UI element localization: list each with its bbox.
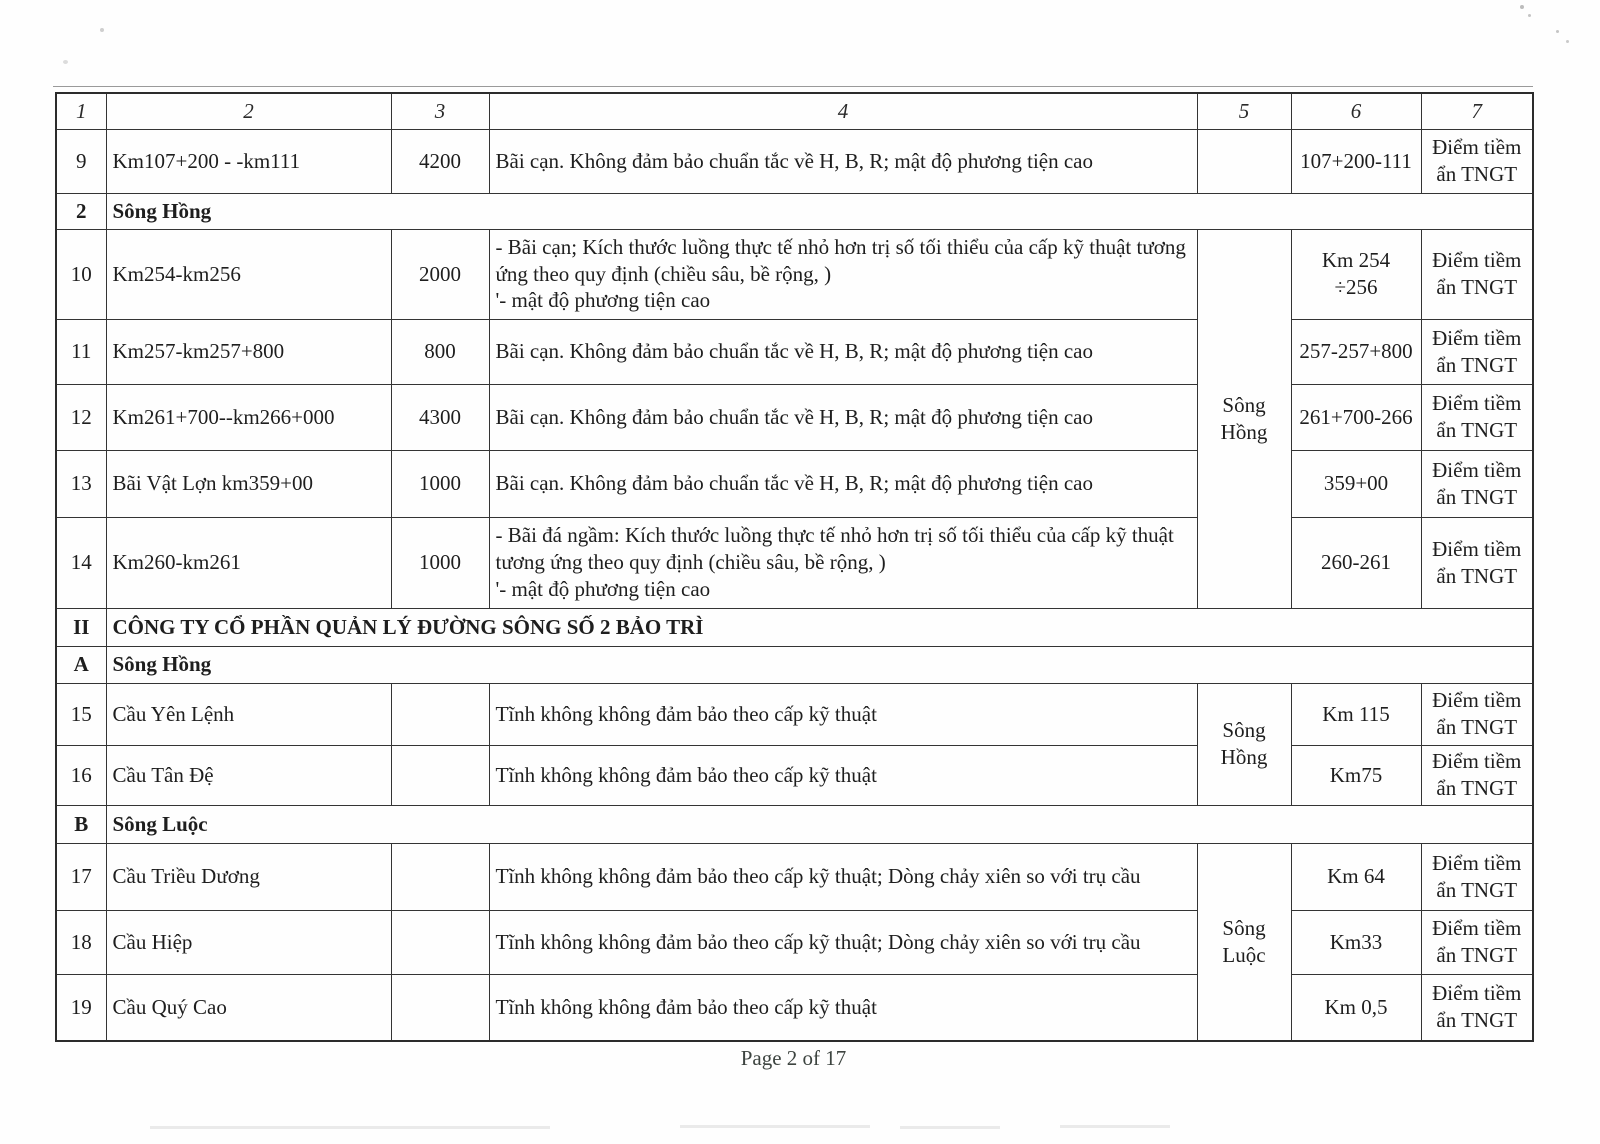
- section-row-A: [56, 646, 1533, 683]
- cell-description: Tĩnh không không đảm bảo theo cấp kỹ thuật: [489, 683, 1197, 745]
- cell-km: [1291, 229, 1421, 319]
- cell-location: Cầu Yên Lệnh: [106, 683, 391, 745]
- cell-location: Km261+700--km266+000: [106, 384, 391, 450]
- cell-risk: Điểm tiềm ẩn TNGT: [1421, 229, 1533, 319]
- section-number: A: [56, 646, 106, 683]
- cell-no: 16: [56, 745, 106, 805]
- table-row-18: [56, 910, 1533, 974]
- cell-description: Tĩnh không không đảm bảo theo cấp kỹ thuật; Dòng chảy xiên so với trụ cầu: [489, 843, 1197, 910]
- col-header-4: 4: [489, 93, 1197, 129]
- scan-smudge: [680, 1125, 870, 1128]
- table-header-row: [56, 93, 1533, 129]
- col-header-6: 6: [1291, 93, 1421, 129]
- scan-speck: [1528, 14, 1531, 17]
- km-line: Km 254: [1321, 248, 1391, 273]
- cell-km: Km 0,5: [1291, 974, 1421, 1041]
- section-title: Sông Hồng: [106, 193, 1533, 229]
- cell-location: Km260-km261: [106, 517, 391, 608]
- col-header-5: 5: [1197, 93, 1291, 129]
- cell-no: 18: [56, 910, 106, 974]
- cell-km: Km 115: [1291, 683, 1421, 745]
- section-row-II: [56, 608, 1533, 646]
- cell-quantity: [391, 843, 489, 910]
- cell-quantity: 4200: [391, 129, 489, 193]
- cell-description: Bãi cạn. Không đảm bảo chuẩn tắc về H, B, R; mật độ phương tiện cao: [489, 129, 1197, 193]
- cell-risk: Điểm tiềm ẩn TNGT: [1421, 319, 1533, 384]
- cell-location: Bãi Vật Lợn km359+00: [106, 450, 391, 517]
- cell-quantity: 2000: [391, 229, 489, 319]
- cell-risk: Điểm tiềm ẩn TNGT: [1421, 450, 1533, 517]
- col-header-2: 2: [106, 93, 391, 129]
- cell-description: Tĩnh không không đảm bảo theo cấp kỹ thuật: [489, 974, 1197, 1041]
- cell-no: 13: [56, 450, 106, 517]
- scan-smudge: [150, 1126, 550, 1129]
- cell-description: Tĩnh không không đảm bảo theo cấp kỹ thuật; Dòng chảy xiên so với trụ cầu: [489, 910, 1197, 974]
- description-line: '- mật độ phương tiện cao: [495, 288, 711, 313]
- cell-no: 11: [56, 319, 106, 384]
- col-header-1: 1: [56, 93, 106, 129]
- scan-doubled-line: [53, 86, 1533, 87]
- cell-location: Cầu Triều Dương: [106, 843, 391, 910]
- section-number: 2: [56, 193, 106, 229]
- col-header-7: 7: [1421, 93, 1533, 129]
- cell-no: 10: [56, 229, 106, 319]
- table-row-10: [56, 229, 1533, 319]
- cell-quantity: 1000: [391, 450, 489, 517]
- cell-description: Bãi cạn. Không đảm bảo chuẩn tắc về H, B, R; mật độ phương tiện cao: [489, 319, 1197, 384]
- description-line: - Bãi đá ngầm: Kích thước luồng thực tế nhỏ hơn trị số tối thiểu của cấp kỹ thuật tương ứng theo quy định (chiều sâu, bề rộng, ): [495, 523, 1174, 575]
- cell-quantity: 800: [391, 319, 489, 384]
- cell-km: Km75: [1291, 745, 1421, 805]
- cell-risk: Điểm tiềm ẩn TNGT: [1421, 384, 1533, 450]
- table-row-14: [56, 517, 1533, 608]
- page-number-footer: Page 2 of 17: [740, 1046, 847, 1070]
- scan-speck: [63, 60, 68, 64]
- description-line: '- mật độ phương tiện cao: [495, 576, 711, 601]
- table-row-17: [56, 843, 1533, 910]
- scan-speck: [1520, 5, 1524, 9]
- cell-km: 257-257+800: [1291, 319, 1421, 384]
- table-row-12: [56, 384, 1533, 450]
- cell-no: 14: [56, 517, 106, 608]
- col-header-3: 3: [391, 93, 489, 129]
- cell-river: [1197, 129, 1291, 193]
- cell-river-merged: Sông Hồng: [1197, 683, 1291, 805]
- cell-risk: Điểm tiềm ẩn TNGT: [1421, 683, 1533, 745]
- table-row-11: [56, 319, 1533, 384]
- cell-risk: Điểm tiềm ẩn TNGT: [1421, 745, 1533, 805]
- cell-quantity: 4300: [391, 384, 489, 450]
- scan-speck: [1556, 30, 1559, 33]
- km-line: ÷256: [1334, 275, 1378, 299]
- cell-location: Cầu Hiệp: [106, 910, 391, 974]
- table-row-16: [56, 745, 1533, 805]
- scan-smudge: [1060, 1125, 1170, 1128]
- table-row-15: [56, 683, 1533, 745]
- cell-risk: Điểm tiềm ẩn TNGT: [1421, 974, 1533, 1041]
- section-row-B: [56, 805, 1533, 843]
- cell-no: 19: [56, 974, 106, 1041]
- table-row-19: [56, 974, 1533, 1041]
- cell-risk: Điểm tiềm ẩn TNGT: [1421, 910, 1533, 974]
- cell-km: Km 64: [1291, 843, 1421, 910]
- section-title: Sông Luộc: [106, 805, 1533, 843]
- cell-quantity: 1000: [391, 517, 489, 608]
- section-row-2: [56, 193, 1533, 229]
- cell-quantity: [391, 683, 489, 745]
- cell-km: 261+700-266: [1291, 384, 1421, 450]
- cell-location: Km257-km257+800: [106, 319, 391, 384]
- scan-speck: [100, 28, 104, 32]
- table-row-9: [56, 129, 1533, 193]
- description-line: - Bãi cạn; Kích thước luồng thực tế nhỏ hơn trị số tối thiểu của cấp kỹ thuật tương ứng theo quy định (chiều sâu, bề rộng, ): [495, 234, 1186, 286]
- cell-quantity: [391, 745, 489, 805]
- cell-quantity: [391, 974, 489, 1041]
- cell-description: Tĩnh không không đảm bảo theo cấp kỹ thuật: [489, 745, 1197, 805]
- scan-smudge: [900, 1126, 1000, 1129]
- scan-speck: [1566, 40, 1569, 43]
- section-title: CÔNG TY CỔ PHẦN QUẢN LÝ ĐƯỜNG SÔNG SỐ 2 BẢO TRÌ: [106, 608, 1533, 646]
- cell-risk: Điểm tiềm ẩn TNGT: [1421, 843, 1533, 910]
- table-row-13: [56, 450, 1533, 517]
- cell-km: Km33: [1291, 910, 1421, 974]
- cell-river-merged: Sông Hồng: [1197, 229, 1291, 608]
- cell-description: Bãi cạn. Không đảm bảo chuẩn tắc về H, B, R; mật độ phương tiện cao: [489, 384, 1197, 450]
- cell-risk: Điểm tiềm ẩn TNGT: [1421, 129, 1533, 193]
- cell-description: Bãi cạn. Không đảm bảo chuẩn tắc về H, B, R; mật độ phương tiện cao: [489, 450, 1197, 517]
- cell-location: Cầu Tân Đệ: [106, 745, 391, 805]
- cell-km: 359+00: [1291, 450, 1421, 517]
- section-number: II: [56, 608, 106, 646]
- cell-description: [489, 229, 1197, 319]
- cell-quantity: [391, 910, 489, 974]
- cell-no: 12: [56, 384, 106, 450]
- cell-no: 15: [56, 683, 106, 745]
- cell-no: 9: [56, 129, 106, 193]
- inspection-table: [55, 92, 1534, 1042]
- cell-location: Cầu Quý Cao: [106, 974, 391, 1041]
- section-number: B: [56, 805, 106, 843]
- cell-km: 260-261: [1291, 517, 1421, 608]
- cell-river-merged: Sông Luộc: [1197, 843, 1291, 1041]
- cell-location: Km107+200 - -km111: [106, 129, 391, 193]
- cell-description: [489, 517, 1197, 608]
- cell-location: Km254-km256: [106, 229, 391, 319]
- cell-risk: Điểm tiềm ẩn TNGT: [1421, 517, 1533, 608]
- section-title: Sông Hồng: [106, 646, 1533, 683]
- cell-no: 17: [56, 843, 106, 910]
- cell-km: 107+200-111: [1291, 129, 1421, 193]
